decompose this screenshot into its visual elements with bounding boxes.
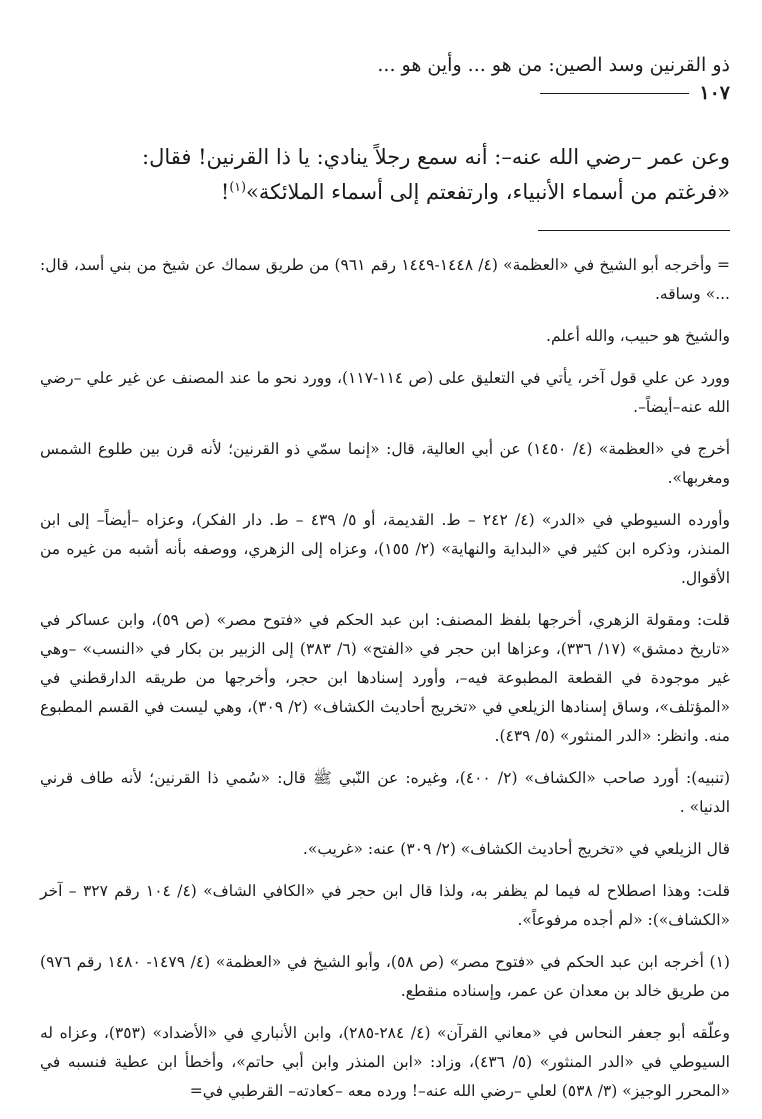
- note-paragraph: (تنبيه): أورد صاحب «الكشاف» (٢/ ٤٠٠)، وغيره: عن النّبي ﷺ قال: «سُمي ذا القرنين؛ لأنه طاف قرني الدنيا» .: [40, 769, 730, 816]
- note-paragraph: وورد عن علي قول آخر، يأتي في التعليق على (ص ١١٤-١١٧)، وورد نحو ما عند المصنف عن غير علي –رضي الله عنه–أيضاً–.: [40, 369, 730, 416]
- note-paragraph: قلت: ومقولة الزهري، أخرجها بلفظ المصنف: ابن عبد الحكم في «فتوح مصر» (ص ٥٩)، وابن عساكر في «تاريخ دمشق» (١٧/ ٣٣٦)، وعزاها ابن حجر في «الفتح» (٦/ ٣٨٣) إلى الزبير بن بكار في «النسب» –وهي غير موجودة في القطعة المطبوعة فيه–، وأورد إسنادها ابن حجر، وأخرجها من طريقه الدارقطني في «المؤتلف»، وساق إسنادها الزيلعي في «تخريج أحاديث الكشاف» (٢/ ٣٠٩)، وهي ليست في القسم المطبوع منه. وانظر: «الدر المنثور» (٥/ ٤٣٩).: [40, 611, 730, 745]
- main-line-2: [40, 175, 730, 210]
- footnote-marker: (١): [229, 179, 246, 194]
- note-paragraph: قال الزيلعي في «تخريج أحاديث الكشاف» (٢/ ٣٠٩) عنه: «غريب».: [302, 840, 730, 858]
- note-paragraph: أخرج في «العظمة» (٤/ ١٤٥٠) عن أبي العالية، قال: «إنما سمّي ذو القرنين؛ لأنه قرن بين طلوع الشمس ومغربها».: [40, 440, 731, 487]
- header-rule-row: [540, 82, 730, 104]
- running-header: [40, 50, 730, 78]
- note-paragraph: والشيخ هو حبيب، والله أعلم.: [546, 327, 730, 345]
- footnote-separator: [538, 230, 730, 231]
- main-text: [40, 140, 730, 210]
- page-number: ١٠٧: [699, 82, 730, 104]
- note-paragraph: = وأخرجه أبو الشيخ في «العظمة» (٤/ ١٤٤٨-١٤٤٩ رقم ٩٦١) من طريق سماك عن شيخ من بني أسد، قال: ...» وساقه.: [40, 256, 730, 303]
- page: [40, 50, 730, 1119]
- main-line-1: وعن عمر –رضي الله عنه–: أنه سمع رجلاً ينادي: يا ذا القرنين! فقال:: [142, 145, 730, 169]
- main-quote: «فرغتم من أسماء الأنبياء، وارتفعتم إلى أسماء الملائكة»: [245, 180, 730, 204]
- running-title: ذو القرنين وسد الصين: من هو ... وأين هو ...: [377, 54, 730, 77]
- note-paragraph: قلت: وهذا اصطلاح له فيما لم يظفر به، ولذا قال ابن حجر في «الكافي الشاف» (٤/ ١٠٤ رقم ٣٢٧ – آخر «الكشاف»): «لم أجده مرفوعاً».: [40, 882, 730, 929]
- note-paragraph: (١) أخرجه ابن عبد الحكم في «فتوح مصر» (ص ٥٨)، وأبو الشيخ في «العظمة» (٤/ ١٤٧٩- ١٤٨٠ رقم ٩٧٦) من طريق خالد بن معدان عن عمر، وإسناده منقطع.: [40, 953, 730, 1000]
- note-paragraph: وعلّقه أبو جعفر النحاس في «معاني القرآن» (٤/ ٢٨٤-٢٨٥)، وابن الأنباري في «الأضداد» (٣٥٣)، وعزاه له السيوطي في «الدر المنثور» (٥/ ٤٣٦)، وزاد: «ابن المنذر وابن أبي حاتم»، وأخطأ ابن عطية فنسبه في «المحرر الوجيز» (٣/ ٥٣٨) لعلي –رضي الله عنه–! ورده معه –كعادته– القرطبي في=: [40, 1024, 730, 1100]
- footnotes: [40, 251, 730, 1106]
- note-paragraph: وأورده السيوطي في «الدر» (٤/ ٢٤٢ – ط. القديمة، أو ٥/ ٤٣٩ – ط. دار الفكر)، وعزاه –أيضاً– إلى ابن المنذر، وذكره ابن كثير في «البداية والنهاية» (٢/ ١٥٥)، وعزاه إلى الزهري، ووصفه بأنه أشبه من غيره من الأقوال.: [40, 511, 730, 587]
- main-line-end: !: [220, 180, 230, 204]
- header-rule: [540, 93, 689, 94]
